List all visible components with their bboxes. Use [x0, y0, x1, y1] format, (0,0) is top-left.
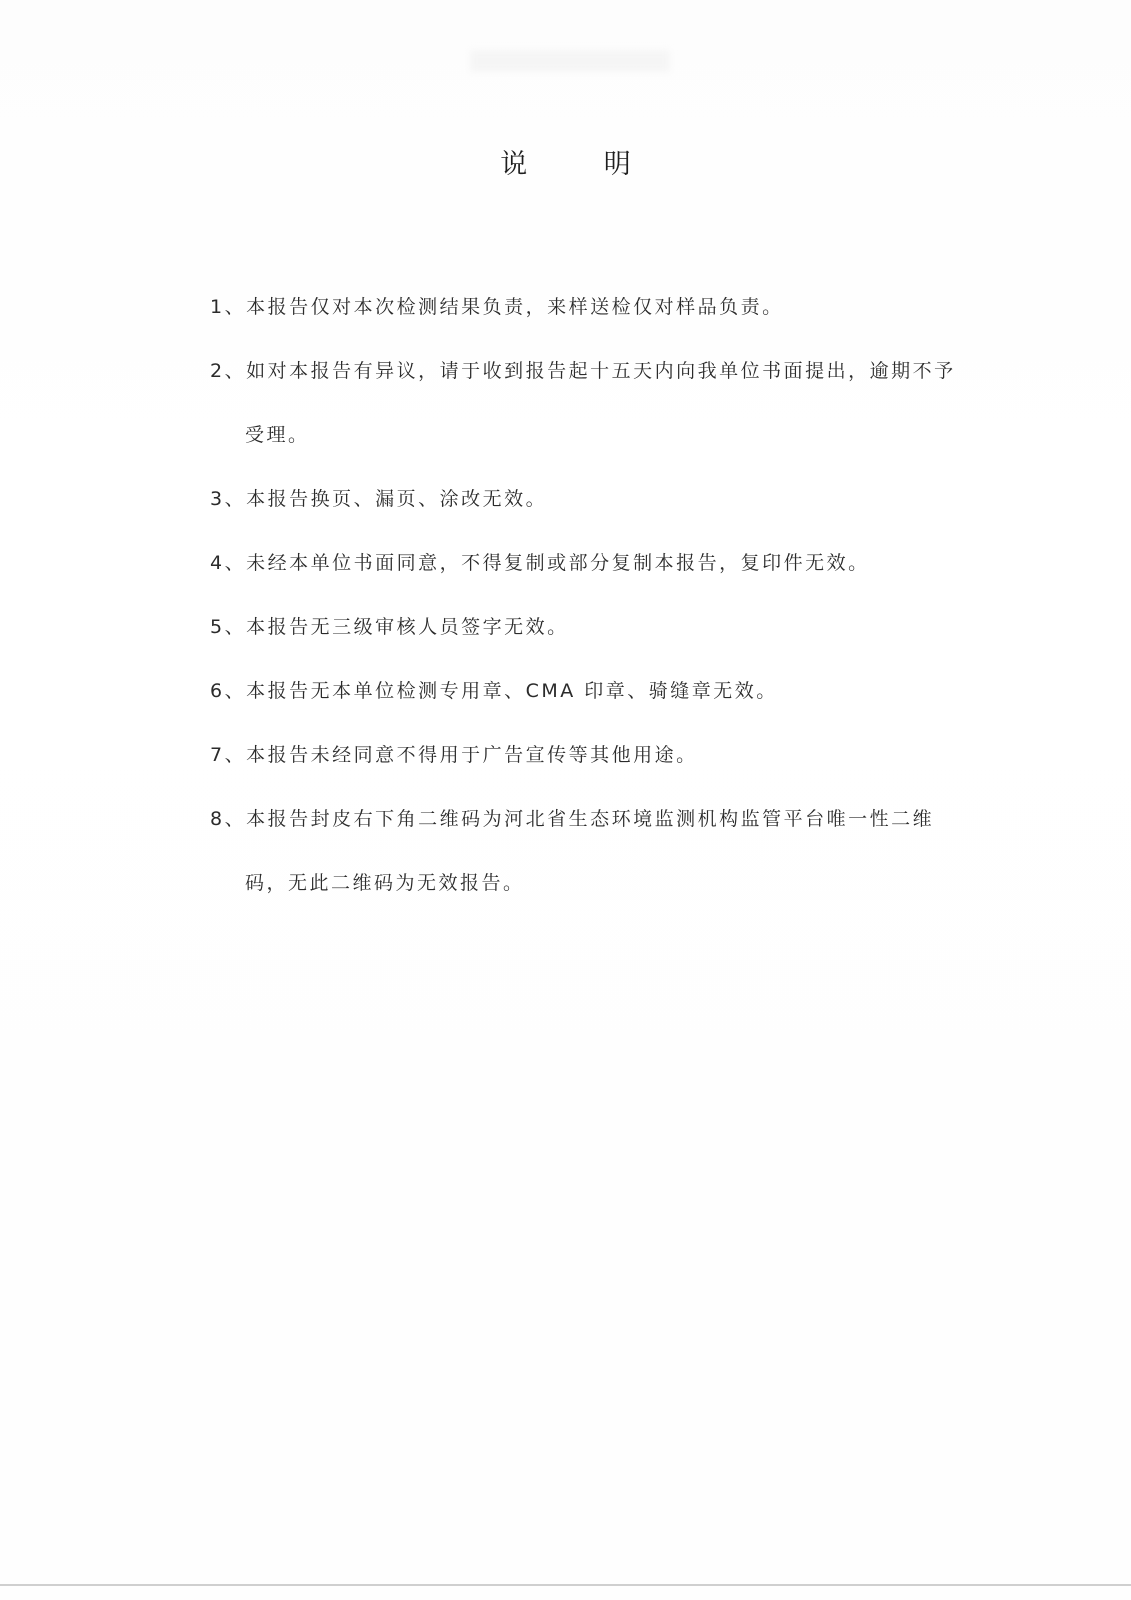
note-text: 本报告无本单位检测专用章、CMA 印章、骑缝章无效。	[246, 680, 778, 702]
note-text: 本报告封皮右下角二维码为河北省生态环境监测机构监管平台唯一性二维码，无此二维码为无效报告。	[245, 808, 935, 894]
note-number: 4、	[210, 552, 247, 574]
note-number: 3、	[210, 488, 247, 510]
notes-list	[210, 275, 970, 915]
note-item	[210, 467, 970, 531]
note-number: 1、	[210, 296, 247, 318]
note-text: 本报告无三级审核人员签字无效。	[246, 616, 569, 638]
note-text: 如对本报告有异议，请于收到报告起十五天内向我单位书面提出，逾期不予受理。	[245, 360, 956, 446]
note-item	[210, 787, 970, 915]
note-text: 本报告仅对本次检测结果负责，来样送检仅对样品负责。	[246, 296, 784, 318]
note-number: 7、	[210, 744, 247, 766]
page-bottom-edge	[0, 1584, 1131, 1586]
note-item	[210, 339, 970, 467]
note-number: 8、	[210, 808, 247, 830]
note-item	[210, 723, 970, 787]
note-text: 未经本单位书面同意，不得复制或部分复制本报告，复印件无效。	[246, 552, 870, 574]
note-number: 6、	[210, 680, 247, 702]
note-item	[210, 595, 970, 659]
page-title: 说 明	[500, 149, 665, 180]
note-item	[210, 275, 970, 339]
note-item	[210, 531, 970, 595]
show-through-header	[470, 50, 670, 72]
note-number: 5、	[210, 616, 247, 638]
note-text: 本报告未经同意不得用于广告宣传等其他用途。	[246, 744, 698, 766]
note-item	[210, 659, 970, 723]
note-text: 本报告换页、漏页、涂改无效。	[246, 488, 548, 510]
note-number: 2、	[210, 360, 247, 382]
